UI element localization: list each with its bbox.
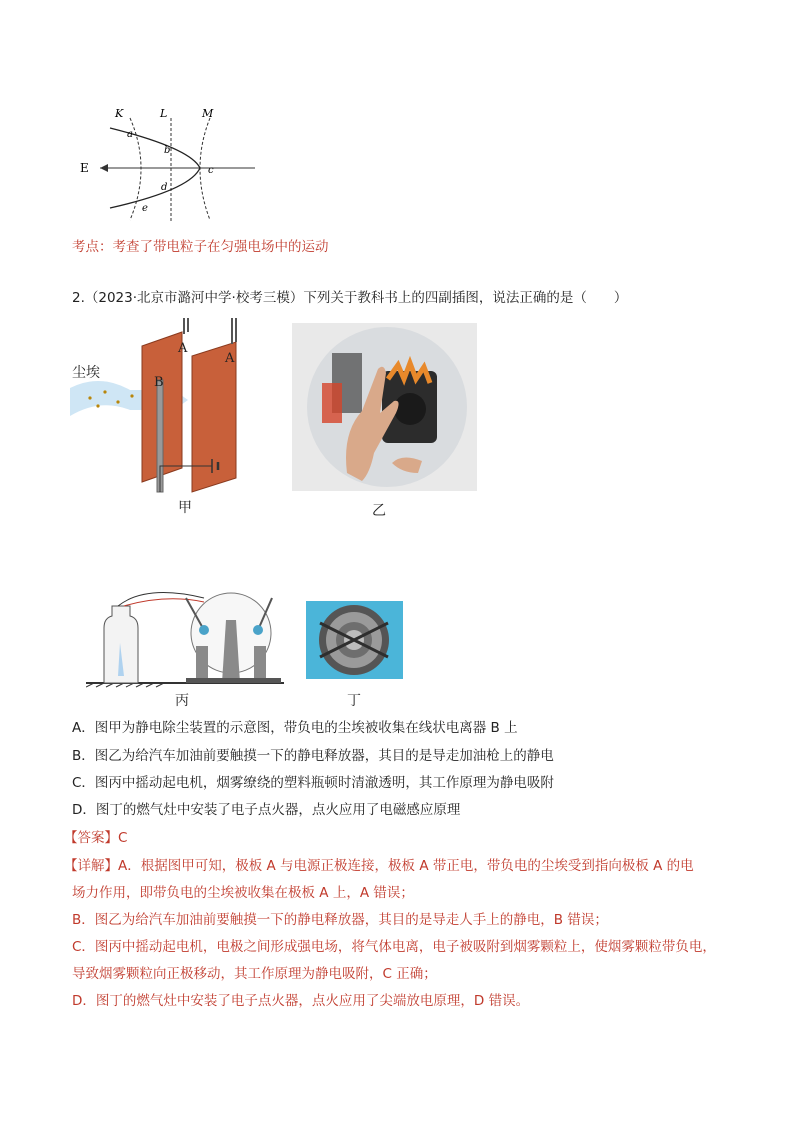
kaodian-text: 考点：考查了带电粒子在匀强电场中的运动 (72, 239, 329, 255)
label-M: M (202, 107, 214, 120)
label-b: b (164, 145, 171, 156)
answer-label: 【答案】 (64, 830, 118, 846)
caption-ding: 丁 (347, 693, 361, 709)
figure-bing (86, 588, 286, 688)
label-K: K (115, 107, 124, 120)
option-d: D．图丁的燃气灶中安装了电子点火器，点火应用了电磁感应原理 (72, 802, 461, 818)
label-e: e (142, 203, 148, 214)
label-E: E (80, 161, 89, 175)
explain-line-6: D．图丁的燃气灶中安装了电子点火器，点火应用了尖端放电原理，D 错误。 (72, 993, 530, 1009)
label-B: B (154, 375, 164, 390)
explain-line-2: 场力作用，即带负电的尘埃被收集在极板 A 上，A 错误； (72, 885, 414, 901)
answer-line (64, 828, 127, 848)
label-dust: 尘埃 (72, 365, 100, 381)
answer-value: C (118, 830, 128, 846)
option-b: B．图乙为给汽车加油前要触摸一下的静电释放器，其目的是导走加油枪上的静电 (72, 748, 554, 764)
explain-line-4: C．图丙中摇动起电机，电极之间形成强电场，将气体电离，电子被吸附到烟雾颗粒上，使烟雾颗粒带负电， (72, 939, 716, 955)
label-L: L (160, 107, 168, 120)
label-c: c (208, 165, 214, 176)
label-A2: A (225, 351, 235, 366)
explain-text-1: A．根据图甲可知，极板 A 与电源正极连接，极板 A 带正电，带负电的尘埃受到指向极板 A 的电 (118, 858, 694, 874)
label-A1: A (178, 341, 188, 356)
explain-line-1 (64, 856, 694, 876)
question-stem: 2.（2023·北京市潞河中学·校考三模）下列关于教科书上的四副插图，说法正确的是（ ） (72, 290, 628, 306)
connecting-wire-2 (124, 599, 204, 606)
caption-yi: 乙 (372, 503, 386, 519)
figure-jia (70, 318, 260, 498)
explain-label: 【详解】 (64, 858, 118, 874)
label-a: a (127, 129, 133, 140)
option-c: C．图丙中摇动起电机，烟雾缭绕的塑料瓶顿时清澈透明，其工作原理为静电吸附 (72, 775, 554, 791)
explain-line-3: B．图乙为给汽车加油前要触摸一下的静电释放器，其目的是导走人手上的静电，B 错误； (72, 912, 608, 928)
figure-yi (292, 323, 477, 491)
option-a: A．图甲为静电除尘装置的示意图，带负电的尘埃被收集在线状电离器 B 上 (72, 720, 518, 736)
label-d: d (161, 182, 168, 193)
field-trajectory-figure (70, 100, 270, 230)
field-arrow (100, 164, 108, 172)
explain-line-5: 导致烟雾颗粒向正极移动，其工作原理为静电吸附，C 正确； (72, 966, 437, 982)
caption-bing: 丙 (175, 693, 189, 709)
caption-jia: 甲 (178, 500, 192, 516)
figure-ding (306, 601, 403, 679)
